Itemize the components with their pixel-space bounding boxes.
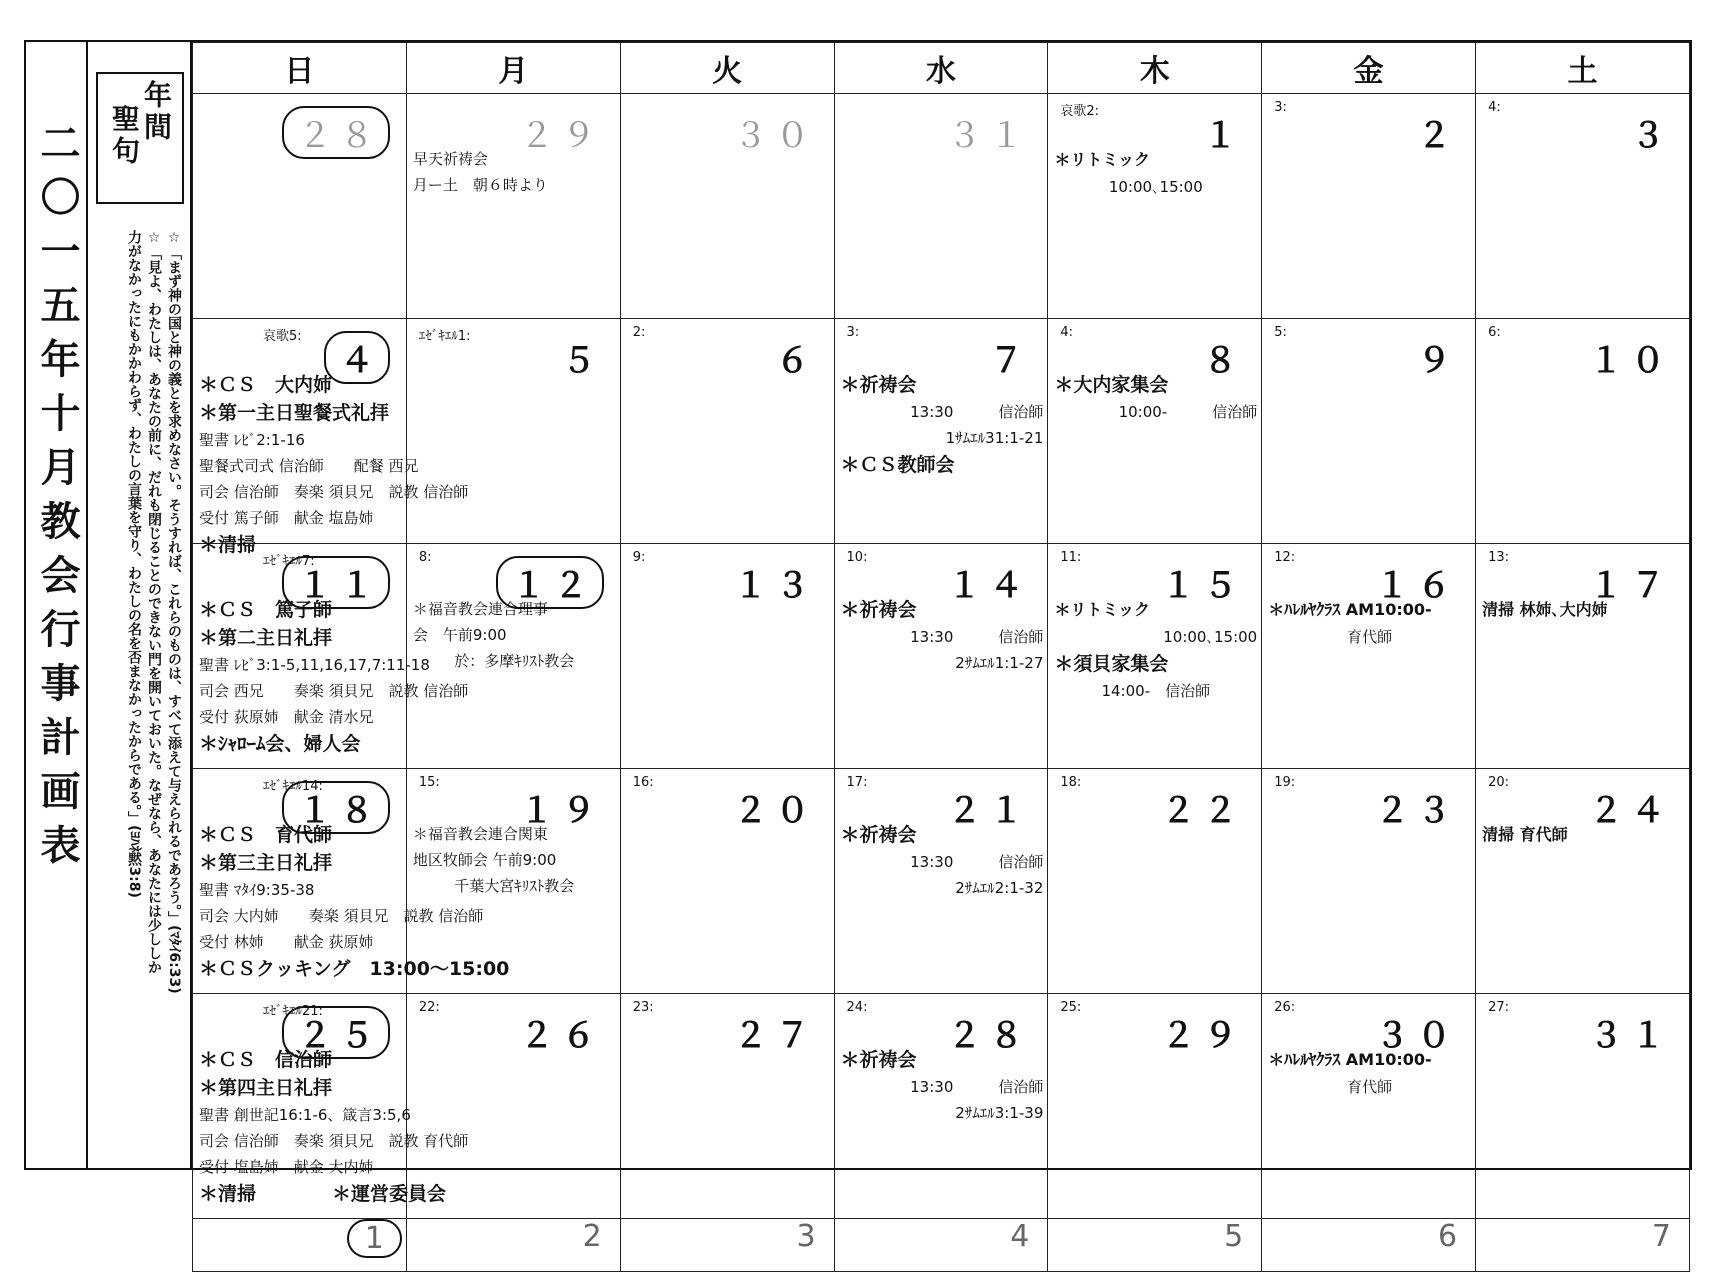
next-month-day: 6 bbox=[1437, 1219, 1458, 1254]
event-list bbox=[1054, 596, 1257, 704]
event-line: 受付 塩島姉 献金 大内姉 bbox=[199, 1158, 374, 1176]
day-cell bbox=[1048, 994, 1262, 1219]
event-line: 千葉大宮ｷﾘｽﾄ教会 bbox=[454, 877, 575, 895]
event-line: 地区牧師会 午前9:00 bbox=[412, 851, 557, 869]
event-line: 10:00､15:00 bbox=[1163, 628, 1258, 646]
scripture-reading: 15: bbox=[418, 775, 440, 790]
week-row bbox=[193, 769, 1690, 994]
event-line: 受付 荻原姉 献金 清水兄 bbox=[199, 708, 374, 726]
event-line: ＊須貝家集会 bbox=[1054, 653, 1169, 675]
day-cell bbox=[1476, 319, 1690, 544]
day-cell bbox=[193, 94, 407, 319]
next-month-cell bbox=[406, 1219, 620, 1272]
week-row bbox=[193, 544, 1690, 769]
weekday-label: 金 bbox=[1262, 43, 1476, 94]
event-line: ＊清掃 ＊運営委員会 bbox=[199, 1183, 447, 1205]
weekday-label: 月 bbox=[406, 43, 620, 94]
event-line: 聖書 ﾚﾋﾞ3:1-5,11,16,17,7:11-18 bbox=[199, 656, 430, 674]
event-line: 2ｻﾑｴﾙ1:1-27 bbox=[955, 654, 1044, 672]
day-cell bbox=[1048, 544, 1262, 769]
next-month-cell bbox=[620, 1219, 834, 1272]
scripture-reading: ｴｾﾞｷｴﾙ1: bbox=[418, 329, 471, 344]
event-line: ＊ﾊﾚﾙﾔｸﾗｽ AM10:00- bbox=[1268, 600, 1432, 619]
day-cell bbox=[834, 94, 1048, 319]
event-line: ＊リトミック bbox=[1054, 150, 1151, 169]
event-list bbox=[413, 146, 616, 198]
event-line: ＊ＣＳ 大内姉 bbox=[199, 374, 333, 396]
event-line: 月ー土 朝６時より bbox=[412, 176, 548, 194]
day-number: ２ bbox=[1417, 116, 1460, 156]
day-number: ２３ bbox=[1375, 791, 1460, 831]
day-number: ２８ bbox=[947, 1016, 1032, 1056]
event-line: 聖書 ﾏﾀｲ9:35-38 bbox=[199, 881, 315, 899]
day-cell bbox=[1048, 94, 1262, 319]
next-month-cell bbox=[834, 1219, 1048, 1272]
event-line: 於：多摩ｷﾘｽﾄ教会 bbox=[454, 652, 575, 670]
day-number: ２１ bbox=[947, 791, 1032, 831]
verse-line: ☆「まず神の国と神の義とを求めなさい。そうすれば、これらのものは、すべて添えて与えられるであろう。」(ﾏﾀｲ6:33) bbox=[166, 230, 182, 994]
day-cell bbox=[1476, 544, 1690, 769]
verse-label-top: 年間 bbox=[140, 80, 173, 144]
event-list bbox=[1054, 146, 1257, 200]
scripture-reading: 8: bbox=[418, 550, 432, 565]
day-number: ２２ bbox=[1161, 791, 1246, 831]
event-line: 聖書 創世記16:1-6、箴言3:5,6 bbox=[199, 1106, 411, 1124]
day-number: ２８ bbox=[282, 106, 390, 159]
scripture-reading: ｴｾﾞｷｴﾙ21: bbox=[263, 1004, 323, 1019]
event-line: 育代師 bbox=[1347, 1078, 1393, 1096]
weekday-label: 水 bbox=[834, 43, 1048, 94]
day-number: ２４ bbox=[1589, 791, 1673, 831]
event-line: 13:30 信治師 bbox=[910, 403, 1044, 421]
scripture-reading: 4: bbox=[1060, 325, 1074, 340]
next-month-day: 2 bbox=[582, 1219, 602, 1254]
weekday-label: 日 bbox=[193, 43, 407, 94]
event-line: 13:30 信治師 bbox=[910, 1078, 1044, 1096]
next-month-cell bbox=[1262, 1219, 1476, 1272]
title-column bbox=[24, 40, 88, 1170]
annual-verse-label bbox=[96, 72, 184, 204]
event-line: 司会 信治師 奏楽 須貝兄 説教 信治師 bbox=[199, 483, 469, 501]
scripture-reading: ｴｾﾞｷｴﾙ14: bbox=[263, 779, 323, 794]
day-number: ３０ bbox=[733, 116, 818, 156]
scripture-reading: 25: bbox=[1060, 1000, 1082, 1015]
scripture-reading: 9: bbox=[632, 550, 646, 565]
event-line: ＊祈祷会 bbox=[840, 824, 917, 846]
day-number: ７ bbox=[989, 341, 1032, 381]
scripture-reading: 12: bbox=[1274, 550, 1296, 565]
event-line: ＊福音教会連合理事 bbox=[412, 600, 548, 618]
day-cell bbox=[620, 994, 834, 1219]
scripture-reading: 17: bbox=[846, 775, 868, 790]
day-number: １３ bbox=[733, 566, 818, 606]
calendar-grid bbox=[190, 40, 1692, 1256]
event-list bbox=[1482, 596, 1685, 624]
day-number: ３１ bbox=[1589, 1016, 1673, 1056]
event-line: ＊リトミック bbox=[1054, 600, 1151, 619]
day-number: １９ bbox=[519, 791, 604, 831]
event-line: ＊ＣＳ 篤子師 bbox=[199, 599, 333, 621]
event-line: 司会 西兄 奏楽 須貝兄 説教 信治師 bbox=[199, 682, 469, 700]
scripture-reading: 哀歌2: bbox=[1060, 104, 1100, 119]
event-list bbox=[199, 371, 469, 559]
day-cell bbox=[1262, 319, 1476, 544]
scripture-reading: 2: bbox=[632, 325, 646, 340]
day-cell bbox=[620, 94, 834, 319]
day-cell bbox=[834, 544, 1048, 769]
next-month-day: 4 bbox=[1010, 1219, 1030, 1254]
scripture-reading: 22: bbox=[418, 1000, 440, 1015]
day-cell bbox=[1476, 94, 1690, 319]
next-month-cell bbox=[1048, 1219, 1262, 1272]
verse-line: 力がなかったにもかかわらず、わたしの言葉を守り、わたしの名を否まなかったからである。」(ﾖﾊﾈ黙3:8) bbox=[126, 230, 142, 898]
event-line: 育代師 bbox=[1347, 628, 1393, 646]
scripture-reading: 27: bbox=[1488, 1000, 1509, 1015]
day-cell bbox=[1262, 94, 1476, 319]
week-row bbox=[193, 319, 1690, 544]
day-number: ４ bbox=[324, 331, 390, 384]
day-number: ２９ bbox=[519, 116, 604, 156]
scripture-reading: 19: bbox=[1274, 775, 1296, 790]
event-line: ＊ｼｬﾛｰﾑ会、婦人会 bbox=[199, 733, 361, 755]
weekday-label: 木 bbox=[1048, 43, 1262, 94]
next-month-day: 5 bbox=[1224, 1219, 1244, 1254]
event-line: ＊ＣＳクッキング 13:00～15:00 bbox=[199, 958, 510, 980]
day-number: １５ bbox=[1161, 566, 1246, 606]
verse-column bbox=[86, 40, 192, 1170]
day-number: ２６ bbox=[519, 1016, 604, 1056]
event-line: ＊第一主日聖餐式礼拝 bbox=[199, 402, 390, 424]
day-cell bbox=[620, 769, 834, 994]
day-cell bbox=[1476, 994, 1690, 1219]
scripture-reading: 13: bbox=[1488, 550, 1509, 565]
event-list bbox=[1268, 596, 1471, 650]
event-line: ＊ＣＳ教師会 bbox=[840, 454, 955, 476]
verse-line: ☆「見よ、わたしは、あなたの前に、だれも閉じることのできない門を開いておいた。なぜなら、あなたには少ししか bbox=[146, 230, 162, 974]
event-line: ＊祈祷会 bbox=[840, 1049, 917, 1071]
scripture-reading: 3: bbox=[846, 325, 860, 340]
day-cell bbox=[834, 319, 1048, 544]
day-number: ８ bbox=[1203, 341, 1246, 381]
scripture-reading: 10: bbox=[846, 550, 868, 565]
day-cell bbox=[406, 544, 620, 769]
event-list bbox=[841, 371, 1044, 479]
scripture-reading: 23: bbox=[632, 1000, 654, 1015]
day-number: ３１ bbox=[947, 116, 1032, 156]
event-line: 13:30 信治師 bbox=[910, 628, 1044, 646]
day-number: ５ bbox=[561, 341, 604, 381]
next-month-row bbox=[193, 1219, 1690, 1272]
next-month-cell bbox=[1476, 1219, 1690, 1272]
day-number: ２７ bbox=[733, 1016, 818, 1056]
event-line: 10:00- 信治師 bbox=[1118, 403, 1258, 421]
day-number: ２５ bbox=[282, 1006, 390, 1059]
scripture-reading: 5: bbox=[1274, 325, 1287, 340]
day-cell bbox=[1262, 544, 1476, 769]
day-cell bbox=[406, 994, 620, 1219]
day-cell bbox=[1262, 769, 1476, 994]
event-line: 司会 大内姉 奏楽 須貝兄 説教 信治師 bbox=[199, 907, 484, 925]
event-line: 2ｻﾑｴﾙ3:1-39 bbox=[955, 1104, 1044, 1122]
day-number: １０ bbox=[1589, 341, 1673, 381]
event-line: ＊第四主日礼拝 bbox=[199, 1077, 333, 1099]
event-line: 14:00- 信治師 bbox=[1101, 682, 1211, 700]
event-line: ＊ＣＳ 育代師 bbox=[199, 824, 333, 846]
verse-text bbox=[124, 230, 184, 1160]
day-cell bbox=[1262, 994, 1476, 1219]
day-number: １７ bbox=[1589, 566, 1673, 606]
day-cell bbox=[1476, 769, 1690, 994]
next-month-cell bbox=[193, 1219, 407, 1272]
page-title: 二〇一五年十月教会行事計画表 bbox=[34, 122, 81, 878]
event-line: ＊清掃 bbox=[199, 534, 257, 556]
scripture-reading: 26: bbox=[1274, 1000, 1296, 1015]
event-line: 10:00､15:00 bbox=[1108, 178, 1203, 196]
event-line: 1ｻﾑｴﾙ31:1-21 bbox=[945, 429, 1044, 447]
verse-label-bottom: 聖句 bbox=[108, 104, 141, 168]
event-line: 清掃 林姉､大内姉 bbox=[1482, 600, 1608, 619]
week-row bbox=[193, 994, 1690, 1219]
event-line: 受付 篤子師 献金 塩島姉 bbox=[199, 509, 374, 527]
event-line: ＊福音教会連合関東 bbox=[412, 825, 548, 843]
day-cell bbox=[620, 544, 834, 769]
scripture-reading: ｴｾﾞｷｴﾙ7: bbox=[263, 554, 315, 569]
scripture-reading: 哀歌5: bbox=[263, 329, 302, 344]
day-cell bbox=[1048, 319, 1262, 544]
next-month-day: 7 bbox=[1651, 1219, 1671, 1254]
event-list bbox=[413, 596, 616, 674]
day-cell bbox=[406, 769, 620, 994]
event-list bbox=[841, 1046, 1044, 1126]
event-list bbox=[1268, 1046, 1471, 1100]
week-row bbox=[193, 94, 1690, 319]
scripture-reading: 3: bbox=[1274, 100, 1287, 115]
next-month-day: 1 bbox=[347, 1219, 402, 1258]
event-line: 聖餐式司式 信治師 配餐 西兄 bbox=[199, 457, 419, 475]
event-line: ＊祈祷会 bbox=[840, 374, 917, 396]
event-list bbox=[413, 821, 616, 899]
day-number: １４ bbox=[947, 566, 1032, 606]
event-line: 司会 信治師 奏楽 須貝兄 説教 育代師 bbox=[199, 1132, 469, 1150]
event-list bbox=[1054, 371, 1257, 425]
event-line: ＊第三主日礼拝 bbox=[199, 852, 333, 874]
scripture-reading: 20: bbox=[1488, 775, 1509, 790]
scripture-reading: 24: bbox=[846, 1000, 868, 1015]
event-line: 受付 林姉 献金 荻原姉 bbox=[199, 933, 374, 951]
event-line: ＊第二主日礼拝 bbox=[199, 627, 333, 649]
scripture-reading: 6: bbox=[1488, 325, 1501, 340]
event-line: 聖書 ﾚﾋﾞ2:1-16 bbox=[199, 431, 305, 449]
day-number: ６ bbox=[775, 341, 818, 381]
day-number: １６ bbox=[1375, 566, 1460, 606]
day-number: ３０ bbox=[1375, 1016, 1460, 1056]
day-number: ３ bbox=[1631, 116, 1673, 156]
scripture-reading: 4: bbox=[1488, 100, 1501, 115]
day-cell bbox=[834, 769, 1048, 994]
scripture-reading: 18: bbox=[1060, 775, 1082, 790]
event-line: ＊ＣＳ 信治師 bbox=[199, 1049, 333, 1071]
weekday-label: 火 bbox=[620, 43, 834, 94]
day-number: １ bbox=[1203, 116, 1246, 156]
day-cell bbox=[1048, 769, 1262, 994]
day-cell bbox=[406, 94, 620, 319]
event-line: 清掃 育代師 bbox=[1482, 825, 1568, 844]
day-number: ９ bbox=[1417, 341, 1460, 381]
event-line: ＊ﾊﾚﾙﾔｸﾗｽ AM10:00- bbox=[1268, 1050, 1432, 1069]
day-number: １２ bbox=[496, 556, 604, 609]
day-number: ２０ bbox=[733, 791, 818, 831]
event-line: ＊大内家集会 bbox=[1054, 374, 1169, 396]
weekday-label: 土 bbox=[1476, 43, 1690, 94]
event-list bbox=[199, 1046, 469, 1208]
event-list bbox=[841, 821, 1044, 901]
event-line: 会 午前9:00 bbox=[412, 626, 507, 644]
scripture-reading: 11: bbox=[1060, 550, 1082, 565]
next-month-day: 3 bbox=[796, 1219, 816, 1254]
event-line: 2ｻﾑｴﾙ2:1-32 bbox=[955, 879, 1044, 897]
event-list bbox=[841, 596, 1044, 676]
scripture-reading: 16: bbox=[632, 775, 654, 790]
day-number: １１ bbox=[282, 556, 390, 609]
day-cell bbox=[620, 319, 834, 544]
weekday-header bbox=[193, 43, 1690, 94]
event-list bbox=[1482, 821, 1685, 849]
day-number: １８ bbox=[282, 781, 390, 834]
day-cell bbox=[406, 319, 620, 544]
event-line: ＊祈祷会 bbox=[840, 599, 917, 621]
day-cell bbox=[834, 994, 1048, 1219]
event-line: 早天祈祷会 bbox=[412, 150, 488, 168]
event-line: 13:30 信治師 bbox=[910, 853, 1044, 871]
day-number: ２９ bbox=[1161, 1016, 1246, 1056]
